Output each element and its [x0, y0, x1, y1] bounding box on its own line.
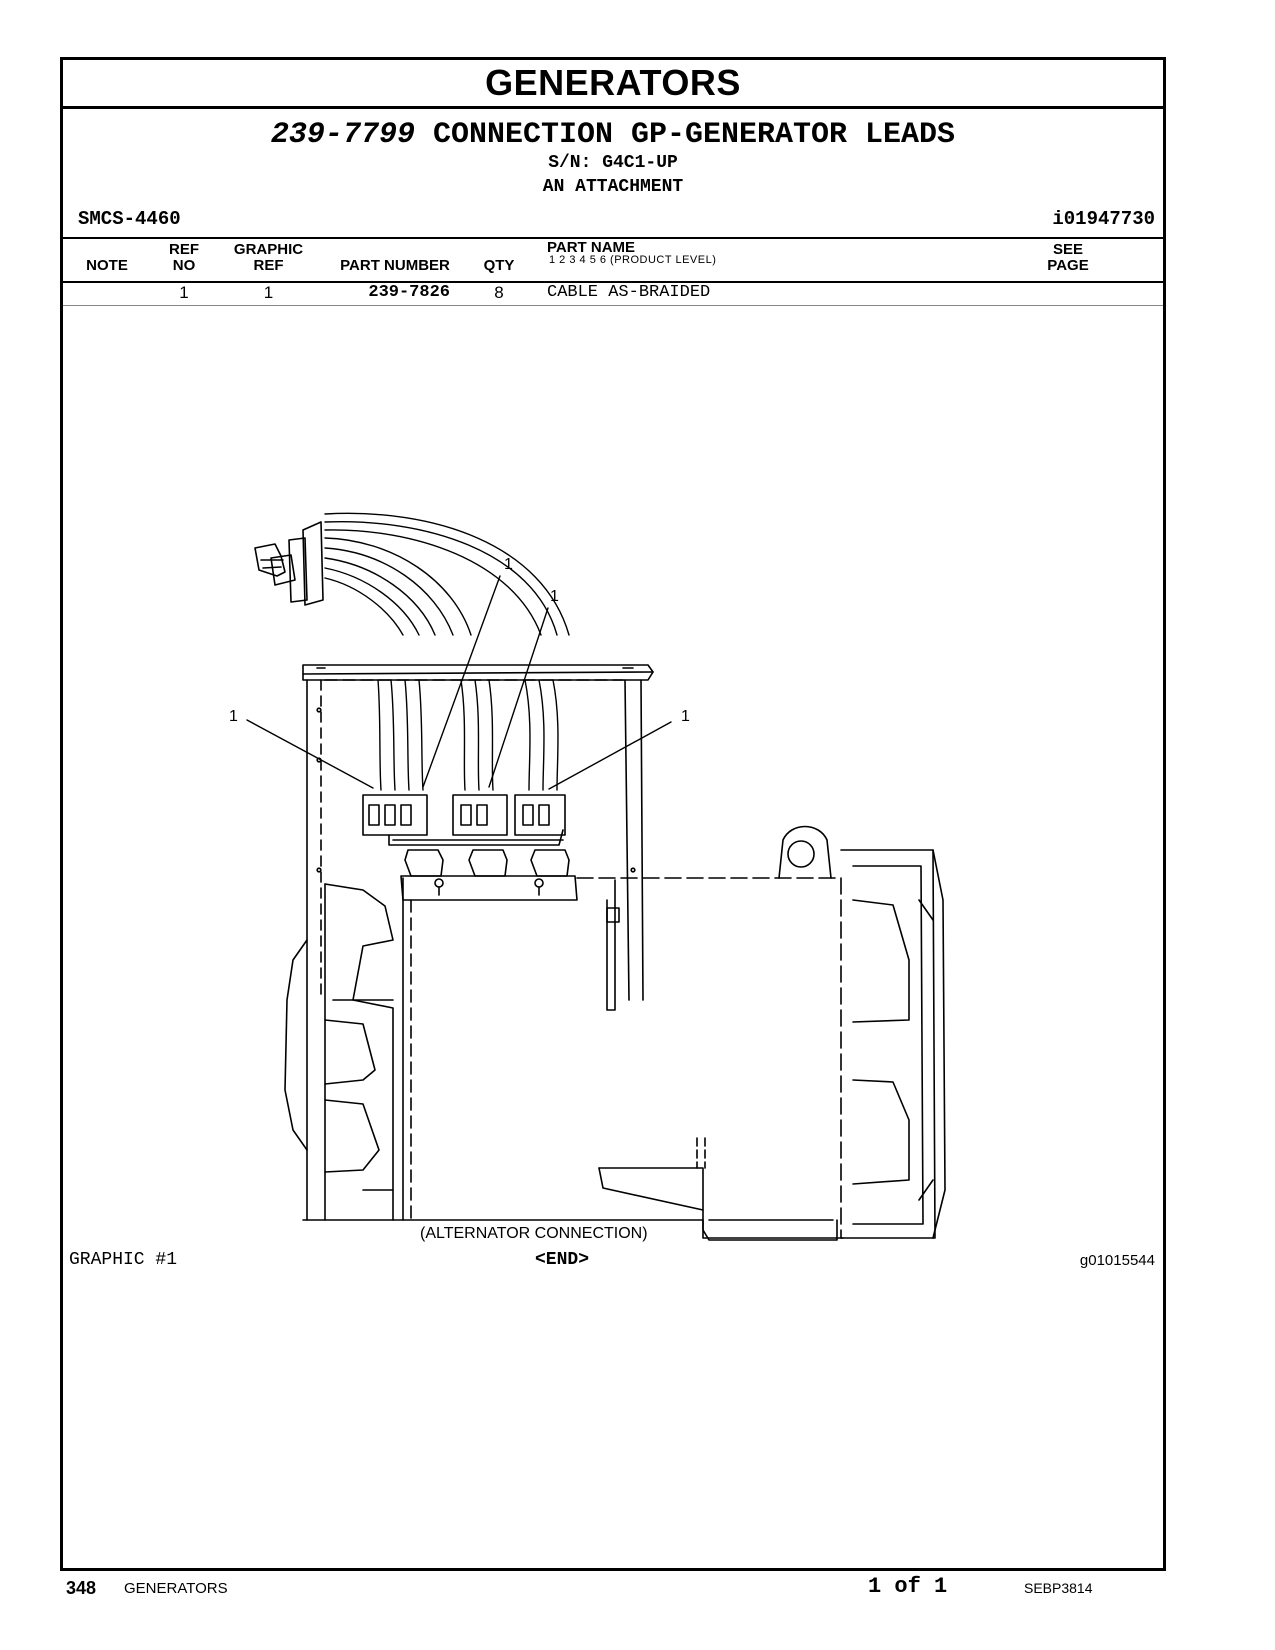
group-name: CONNECTION GP-GENERATOR LEADS: [432, 118, 956, 152]
cell-graphic-ref: 1: [263, 283, 274, 302]
end-mark: <END>: [535, 1250, 590, 1270]
terminal-box-top: [303, 665, 653, 680]
illustration-caption: (ALTERNATOR CONNECTION): [420, 1225, 648, 1242]
generator-illustration: [63, 60, 1163, 1270]
cell-part-number: 239-7826: [368, 283, 450, 302]
col-graphic-ref-line1: GRAPHIC: [233, 241, 304, 258]
col-product-levels: 1 2 3 4 5 6 (PRODUCT LEVEL): [549, 254, 717, 266]
callout-label: 1: [550, 588, 559, 605]
col-part-name: PART NAME: [547, 239, 636, 256]
harness-connector: [255, 522, 323, 605]
col-ref-no-line1: REF: [169, 241, 199, 258]
footer-document-id: SEBP3814: [1024, 1580, 1093, 1596]
cell-part-name: CABLE AS-BRAIDED: [547, 283, 711, 302]
footer-page-count: 1 of 1: [868, 1574, 948, 1599]
col-see-page-line2: PAGE: [1047, 257, 1089, 274]
footer-section: GENERATORS: [124, 1580, 228, 1597]
alternator-housing: [303, 827, 843, 1239]
terminal-insulators: [401, 850, 577, 900]
group-part-number: 239-7799: [270, 118, 415, 152]
col-note: NOTE: [86, 257, 128, 274]
cell-qty: 8: [494, 283, 504, 302]
callout-label: 1: [681, 708, 690, 725]
illustration-id: i01947730: [1052, 208, 1155, 230]
callout-label: 1: [229, 708, 238, 725]
callout-label: 1: [504, 556, 513, 573]
section-title: GENERATORS: [63, 60, 1163, 109]
attachment-label: AN ATTACHMENT: [542, 177, 684, 197]
col-ref-no-line2: NO: [172, 257, 196, 274]
braided-cables: [325, 513, 569, 790]
fan-housing-right: [841, 850, 945, 1238]
footer-page-number: 348: [66, 1578, 97, 1598]
page-frame: [60, 57, 1166, 1571]
col-see-page-line1: SEE: [1052, 241, 1083, 258]
terminal-box-frame: [307, 680, 643, 1220]
cell-ref-no: 1: [179, 283, 189, 302]
col-graphic-ref-line2: REF: [253, 257, 284, 274]
graphic-id: g01015544: [1079, 1252, 1155, 1269]
col-part-number: PART NUMBER: [340, 257, 450, 274]
serial-range: S/N: G4C1-UP: [548, 153, 678, 173]
smcs-code: SMCS-4460: [78, 208, 181, 230]
graphic-label: GRAPHIC #1: [69, 1250, 178, 1270]
terminal-blocks: [363, 795, 565, 845]
bearing-housing-left: [285, 708, 635, 1220]
col-qty: QTY: [483, 257, 515, 274]
